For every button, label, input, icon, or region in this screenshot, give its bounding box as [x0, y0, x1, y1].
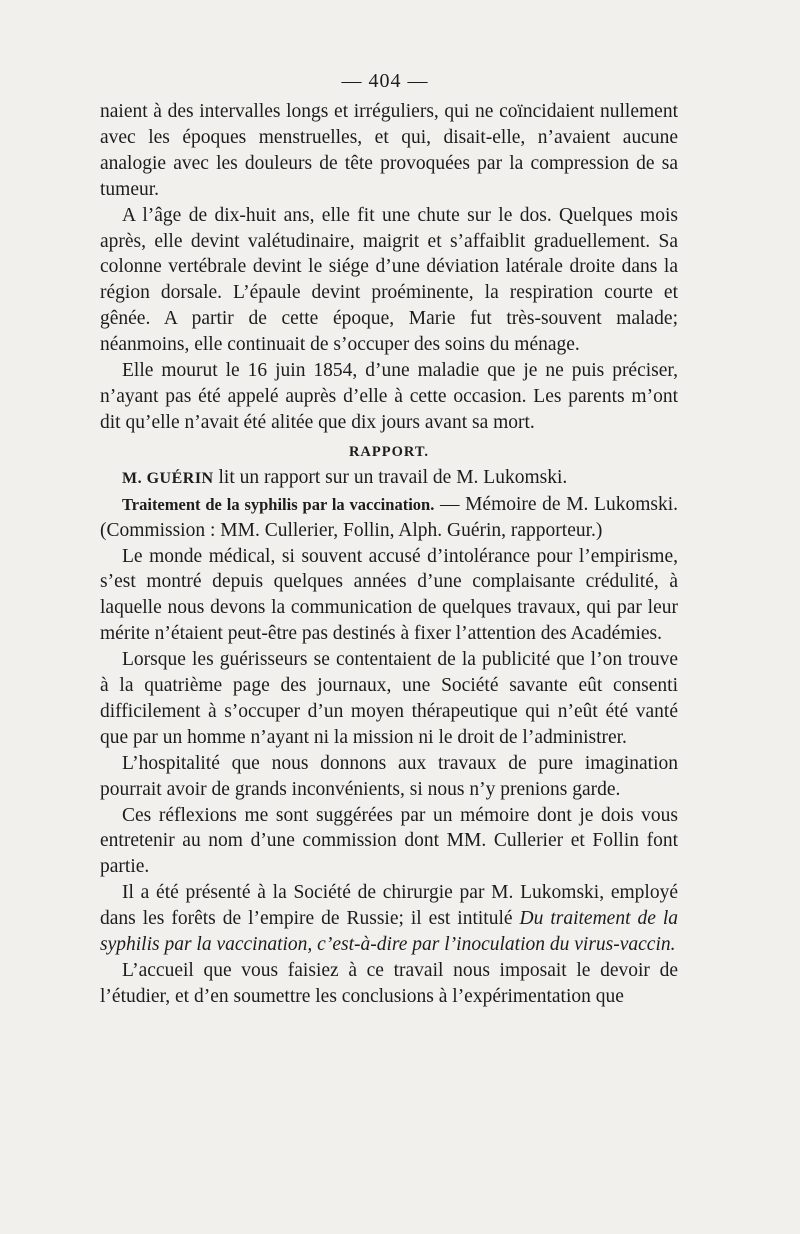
paragraph-report-title [100, 492, 678, 544]
report-commission: — Mémoire de M. Lukomski. (Commission : MM. Cullerier, Follin, Alph. Guérin, rapporteur.) [100, 493, 678, 541]
paragraph-medical-world: Le monde médical, si souvent accusé d’intolérance pour l’empirisme, s’est montré depuis quelques années d’une complaisante crédulité, à laquelle nous devons la communication de quelques travaux, qui par leur mérite n’étaient peut-être pas destinés à fixer l’attention des Académies. [100, 545, 678, 645]
page-number: — 404 — [341, 70, 429, 92]
paragraph-healers: Lorsque les guérisseurs se contentaient de la publicité que l’on trouve à la quatrième page des journaux, une Société savante eût consenti difficilement à s’occuper d’un moyen thérapeutique qui n’eût été vanté que par un homme n’ayant ni la mission ni le droit de l’administrer. [100, 649, 678, 748]
paragraph-report-intro [100, 465, 678, 492]
speaker-name: M. GUÉRIN [122, 469, 214, 487]
paragraph-presentation [100, 880, 678, 958]
paragraph-reflections: Ces réflexions me sont suggérées par un mémoire dont je dois vous entretenir au nom d’une commission dont MM. Cullerier et Follin font partie. [100, 804, 678, 878]
paragraph-hospitality: L’hospitalité que nous donnons aux travaux de pure imagination pourrait avoir de grands inconvénients, si nous n’y prenions garde. [100, 752, 678, 800]
body-text [100, 99, 678, 1010]
paragraph-welcome: L’accueil que vous faisiez à ce travail nous imposait le devoir de l’étudier, et d’en soumettre les conclusions à l’expérimentation que [100, 960, 678, 1007]
section-heading: RAPPORT. [348, 443, 430, 460]
paragraph-fall: A l’âge de dix-huit ans, elle fit une chute sur le dos. Quelques mois après, elle devint valétudinaire, maigrit et s’affaiblit graduellement. Sa colonne vertébrale devint le siége d’une déviation latérale droite dans la région dorsale. L’épaule devint proéminente, la respiration courte et gênée. A partir de cette époque, Marie fut très-souvent malade; néanmoins, elle continuait de s’occuper des soins du ménage. [100, 204, 678, 356]
memoir-title: Du traitement de la syphilis par la vaccination, c’est-à-dire par l’inoculation du virus-vaccin. [100, 908, 678, 956]
paragraph-continuation: naient à des intervalles longs et irréguliers, qui ne coïncidaient nullement avec les époques menstruelles, et qui, disait-elle, n’avaient aucune analogie avec les douleurs de tête provoquées par la compression de sa tumeur. [100, 101, 678, 200]
presentation-text: Il a été présenté à la Société de chirurgie par M. Lukomski, employé dans les forêts de l’empire de Russie; il est intitulé [100, 882, 678, 930]
report-intro-text: lit un rapport sur un travail de M. Lukomski. [213, 466, 568, 488]
paragraph-death: Elle mourut le 16 juin 1854, d’une maladie que je ne puis préciser, n’ayant pas été appelé auprès d’elle à cette occasion. Les parents m’ont dit qu’elle n’avait été alitée que dix jours avant sa mort. [100, 360, 678, 433]
report-title: Traitement de la syphilis par la vaccination. [122, 494, 435, 514]
